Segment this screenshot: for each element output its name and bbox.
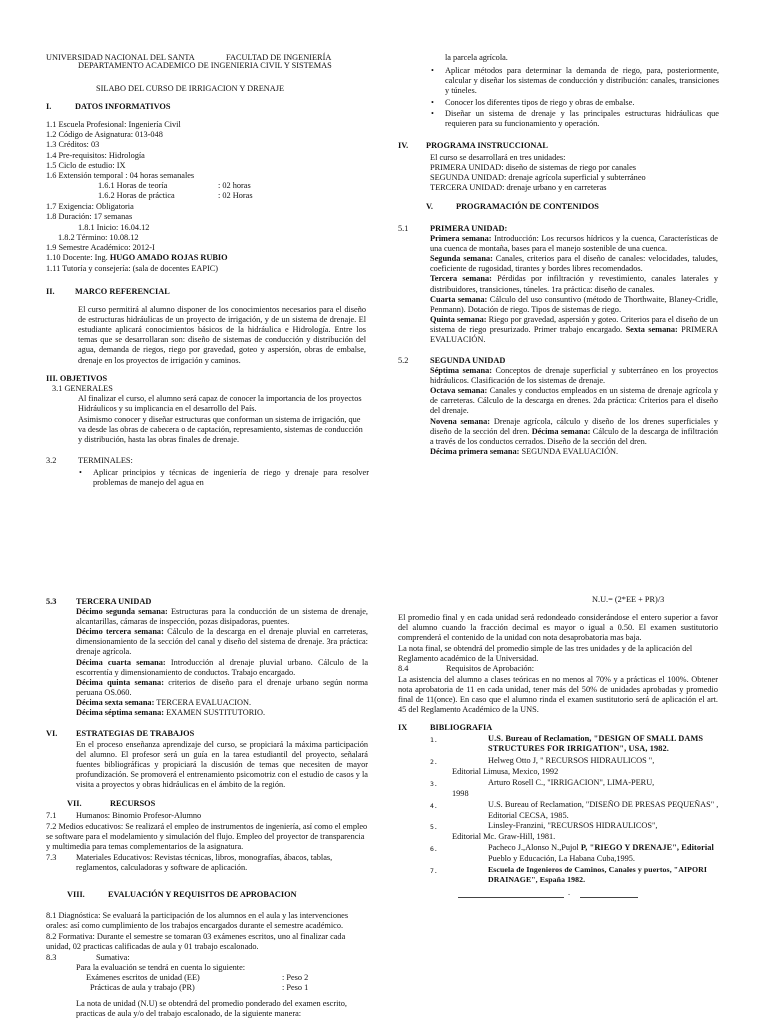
- section-2-number: II.: [46, 287, 55, 296]
- week-content: Pérdidas por infiltración y revestimiento, canales laterales y distribuidores, transiciones, túneles. 1ra práctica: diseño de canales.: [430, 274, 718, 294]
- section-6-number: VI.: [46, 729, 58, 738]
- evaluation-paragraph: La nota final, se obtendrá del promedio simple de las tres unidades y de la aplicación del Reglamento académico de la Universidad.: [398, 644, 693, 664]
- week-label: Tercera semana:: [430, 274, 492, 284]
- section-3-sub: 3.1 GENERALES: [52, 384, 113, 393]
- week-entry: [430, 295, 718, 315]
- program-line: SEGUNDA UNIDAD: drenaje agrícola superficial y subterráneo: [430, 173, 646, 182]
- program-line: El curso se desarrollará en tres unidades:: [430, 153, 566, 162]
- terminal-bullet: • Aplicar principios y técnicas de ingeniería de riego y drenaje para resolver problemas de manejo del agua en: [93, 468, 369, 488]
- weight-label: Exámenes escritos de unidad (EE): [86, 973, 200, 982]
- week-content: Drenaje agrícola, cálculo y diseño de los drenes superficiales y diseño de la sección del dren.: [430, 416, 719, 436]
- info-value: : 02 horas: [218, 181, 251, 190]
- info-line: 1.6.2 Horas de práctica: [98, 191, 175, 200]
- week-label: Décima quinta semana:: [76, 677, 164, 687]
- week-entry: [430, 254, 718, 274]
- bib-number: 4.: [430, 802, 438, 810]
- week-entry: [430, 447, 718, 457]
- week-label: Novena semana:: [430, 416, 491, 426]
- week-label: Cuarta semana:: [430, 294, 488, 304]
- signature-separator: .: [568, 888, 571, 897]
- week-content: EXAMEN SUSTITUTORIO.: [164, 708, 266, 718]
- requirements-number: 8.4: [398, 664, 409, 673]
- week-entry: [430, 386, 718, 416]
- evaluation-paragraph: El promedio final y en cada unidad será redondeado considerándose el entero superior a favor del alumno cuando la fracción decimal es mayor o igual a 0.50. El examen sustitutorio comprenderá el contenido de la unidad con nota desaprobatoria mas baja.: [398, 613, 718, 643]
- week-content: Introducción al drenaje pluvial urbano. Cálculo de la escorrentía y dimensionamiento de conductos. Trabajo encargado.: [76, 657, 368, 677]
- week-entry: [430, 234, 718, 254]
- terminal-bullet: • Diseñar un sistema de drenaje y las principales estructuras hidráulicas que requieren para su funcionamiento y operación.: [445, 109, 719, 129]
- week-label: Séptima semana:: [430, 366, 492, 375]
- info-line: 1.5 Ciclo de estudio: IX: [46, 161, 126, 170]
- requirements-text: La asistencia del alumno a clases teóricas en no menos al 70% y a prácticas el 100%. Obtener nota aprobatoria de 11 en cada unidad, tener más del 50% de unidades aprobadas y promedio final de 11(once). En caso que el alumno rinda el examen sustitutorio será de aplicación el art. 45 del Reglamento Académico de la UNS.: [398, 675, 718, 715]
- program-line: PRIMERA UNIDAD: diseño de sistemas de riego por canales: [430, 163, 637, 172]
- department-name: DEPARTAMENTO ACADEMICO DE INGENIERIA CIVIL Y SISTEMAS: [78, 61, 332, 70]
- evaluation-line: 8.2 Formativa: Durante el semestre se tomaran 03 exámenes escritos, uno al finalizar cada unidad, 02 practicas calificadas de aula y 01 trabajo escalonado.: [46, 932, 346, 952]
- terminal-bullet-continued: la parcela agrícola.: [445, 53, 508, 62]
- week-entry: [76, 698, 368, 708]
- bib-number: 3.: [430, 780, 438, 788]
- bib-authors: Pacheco J.,Alonso N.,Pujol: [488, 843, 581, 852]
- week-entry: [76, 658, 368, 678]
- week-entry: [430, 366, 718, 386]
- terminal-bullet: • Conocer los diferentes tipos de riego y obras de embalse.: [445, 98, 719, 108]
- bib-entry: Escuela de Ingenieros de Caminos, Canales y puertos, "AIPORI DRAINAGE", España 1982.: [488, 865, 707, 884]
- section-7-number: VII.: [67, 799, 82, 808]
- info-line: [46, 253, 228, 263]
- evaluation-line: Sumativa:: [96, 953, 130, 962]
- weight-value: : Peso 2: [282, 973, 309, 982]
- evaluation-line: Para la evaluación se tendrá en cuenta lo siguiente:: [76, 963, 246, 972]
- bib-entry-continued: Editorial CECSA, 1985.: [488, 811, 569, 820]
- bib-number: 2.: [430, 758, 438, 766]
- week-content: Estructuras para la conducción de un sistema de drenaje, alcantarillas, cámaras de inspección, pozas disipadoras, puentes.: [76, 607, 368, 627]
- bib-number: 5.: [430, 823, 438, 831]
- unit-3-weeks: [76, 607, 368, 718]
- resource-number: 7.1: [46, 811, 57, 820]
- week-content: Cálculo de la descarga de infiltración a través de los conductos cerrados. Diseño de la sección del dren.: [430, 426, 718, 446]
- evaluation-line: La nota de unidad (N.U) se obtendrá del promedio ponderado del examen escrito, practicas de aula y/o del trabajo escalonado, de la siguiente manera:: [76, 999, 347, 1019]
- section-3-2-title: TERMINALES:: [78, 456, 133, 465]
- week-label: Décima sexta semana:: [76, 697, 155, 707]
- objective-paragraph: Al finalizar el curso, el alumno será capaz de conocer la importancia de los proyectos Hidráulicos y su implicancia en el desarrollo del País.: [78, 394, 362, 414]
- info-line: 1.8.1 Inicio: 16.04.12: [78, 223, 150, 232]
- section-5-number: V.: [426, 202, 433, 211]
- info-line: 1.8.2 Término: 10.08.12: [58, 233, 139, 242]
- week-content: TERCERA EVALUACION.: [154, 697, 252, 707]
- section-6-text: En el proceso enseñanza aprendizaje del curso, se propiciará la máxima participación del alumno. El profesor será un guía en la tarea estudiantil del proyecto, señalará fuentes bibliográficas y propiciará la discusión de temas que necesiten de mayor profundización. Se promoverá el entrenamiento psicomotriz con el estudio de casos y la visita a proyectos y obras hidráulicas en el ámbito de la región.: [76, 740, 368, 790]
- faculty-name: FACULTAD DE INGENIERÍA: [226, 53, 332, 62]
- info-line: 1.6 Extensión temporal : 04 horas semanales: [46, 171, 195, 180]
- week-entry: [430, 315, 718, 345]
- week-label: Octava semana:: [430, 386, 488, 396]
- bib-entry-continued: 1998: [452, 789, 469, 798]
- evaluation-number: 8.3: [46, 953, 57, 962]
- week-content: PRIMERA EVALUACIÓN.: [430, 324, 718, 345]
- unit-2-title: SEGUNDA UNIDAD: [430, 356, 506, 365]
- program-line: TERCERA UNIDAD: drenaje urbano y en carreteras: [430, 183, 607, 192]
- week-content: Canales, criterios para el diseño de canales: velocidades, taludes, coeficiente de rugosidad, tirantes y bordes libres recomendados.: [430, 254, 718, 274]
- unit-1-title: PRIMERA UNIDAD:: [430, 224, 508, 233]
- signature-line: [458, 897, 564, 898]
- teacher-name: HUGO AMADO ROJAS RUBIO: [109, 253, 228, 262]
- info-line: 1.8 Duración: 17 semanas: [46, 212, 133, 221]
- resource-line: Humanos: Binomio Profesor-Alumno: [76, 811, 202, 820]
- week-content: Riego por gravedad, aspersión y goteo. Criterios para el diseño de un sistema de riego presurizado. Primer trabajo encargado.: [430, 314, 718, 334]
- syllabus-title: SILABO DEL CURSO DE IRRIGACION Y DRENAJE: [96, 84, 285, 93]
- week-content: SEGUNDA EVALUACIÓN.: [519, 446, 619, 456]
- evaluation-line: 8.1 Diagnóstica: Se evaluará la participación de los alumnos en el aula y las intervenciones orales: así como cumplimiento de los trabajos encargados durante el semestre académico.: [46, 911, 349, 931]
- grade-formula: N.U.= (2*EE + PR)/3: [592, 595, 665, 604]
- requirements-title: Requisitos de Aprobación:: [446, 664, 535, 673]
- bib-entry: Arturo Rosell C., "IRRIGACION", LIMA-PERU,: [488, 778, 655, 787]
- bib-number: 7.: [430, 867, 438, 875]
- info-line: 1.6.1 Horas de teoría: [98, 181, 168, 190]
- week-entry: [430, 274, 718, 294]
- signature-line: [580, 897, 638, 898]
- week-label: Quinta semana:: [430, 314, 487, 324]
- section-1-title: DATOS INFORMATIVOS: [75, 102, 171, 111]
- bib-entry-continued: Editorial Mc. Graw-Hill, 1981.: [452, 832, 556, 841]
- week-entry: [76, 678, 368, 698]
- bib-entry: [488, 843, 714, 853]
- info-line: 1.4 Pre-requisitos: Hidrología: [46, 151, 145, 160]
- section-1-number: I.: [46, 102, 52, 111]
- resource-line: 7.2 Medios educativos: Se realizará el empleo de instrumentos de ingeniería, así como el empleo se software para el modelamiento y simulación del flujo. Empleo del proyector de transparencia y multimedia para temas complementarios de la asignatura.: [46, 822, 368, 852]
- section-6-title: ESTRATEGIAS DE TRABAJOS: [76, 729, 195, 738]
- week-content: Conceptos de drenaje superficial y subterráneo en los proyectos hidráulicos. Clasificación de los sistemas de drenaje.: [430, 366, 718, 386]
- section-4-title: PROGRAMA INSTRUCCIONAL: [426, 141, 548, 150]
- week-label: Sexta semana:: [625, 324, 678, 334]
- unit-1-number: 5.1: [398, 224, 409, 233]
- info-line: 1.3 Créditos: 03: [46, 140, 100, 149]
- section-9-number: IX: [398, 723, 408, 732]
- week-label: Segunda semana:: [430, 254, 493, 264]
- week-label: Décima séptima semana:: [76, 708, 165, 718]
- info-line: 1.1 Escuela Profesional: Ingeniería Civil: [46, 120, 181, 129]
- week-label: Décima primera semana:: [430, 446, 520, 456]
- weight-label: Prácticas de aula y trabajo (PR): [90, 983, 195, 992]
- week-entry: [76, 627, 368, 657]
- week-content: Cálculo del uso consuntivo (método de Thorthwaite, Blaney-Cridle, Penmann). Dotación de riego. Tipos de sistemas de riego.: [430, 294, 718, 314]
- bib-entry: U.S. Bureau of Reclamation, "DESIGN OF SMALL DAMS STRUCTURES FOR IRRIGATION", USA, 1982.: [488, 734, 704, 754]
- week-content: Cálculo de la descarga en el drenaje pluvial en carreteras, dimensionamiento de la sección del canal y diseño del sistema de drenaje. 3ra práctica: drenaje agrícola.: [76, 627, 368, 657]
- section-3-2-number: 3.2: [46, 456, 57, 465]
- bib-entry-continued: Pueblo y Educación, La Habana Cuba,1995.: [488, 854, 635, 863]
- resource-line: Materiales Educativos: Revistas técnicas, libros, monografías, ábacos, tablas, reglamentos, calculadoras y software de aplicación.: [76, 853, 333, 873]
- week-entry: [76, 607, 368, 627]
- section-8-title: EVALUACIÓN Y REQUISITOS DE APROBACION: [108, 890, 297, 899]
- week-label: Décimo tercera semana:: [76, 627, 164, 637]
- bib-entry: U.S. Bureau of Reclamation, "DISEÑO DE PRESAS PEQUEÑAS" ,: [488, 800, 719, 809]
- week-label: Primera semana:: [430, 234, 492, 243]
- info-line: 1.7 Exigencia: Obligatoria: [46, 202, 134, 211]
- info-line: 1.9 Semestre Académico: 2012-I: [46, 243, 155, 252]
- unit-1-weeks: [430, 234, 718, 345]
- bib-number: 1.: [430, 736, 438, 744]
- section-9-title: BIBLIOGRAFIA: [430, 723, 493, 732]
- resource-number: 7.3: [46, 853, 57, 862]
- university-name: UNIVERSIDAD NACIONAL DEL SANTA: [46, 53, 195, 62]
- week-label: Décima cuarta semana:: [76, 657, 166, 667]
- bib-entry: Helweg Otto J, " RECURSOS HIDRAULICOS ",: [488, 756, 655, 765]
- objective-paragraph: Asimismo conocer y diseñar estructuras que conforman un sistema de irrigación, que va desde las obras de cabecera o de captación, represamiento, sistemas de conducción y distribución, hasta las obras finales de drenaje.: [78, 415, 363, 445]
- bib-entry: Linsley-Franzini, "RECURSOS HIDRAULICOS",: [488, 821, 658, 830]
- unit-3-title: TERCERA UNIDAD: [76, 597, 152, 606]
- info-line: 1.2 Código de Asignatura: 013-048: [46, 130, 163, 139]
- week-content: criterios de diseño para el drenaje urbano según norma peruana OS.060.: [76, 677, 368, 697]
- unit-3-number: 5.3: [46, 597, 57, 606]
- bib-entry-continued: Editorial Limusa, Mexico, 1992: [452, 767, 559, 776]
- bib-title: P, "RIEGO Y DRENAJE", Editorial: [580, 843, 714, 852]
- weight-value: : Peso 1: [282, 983, 309, 992]
- week-entry: [430, 417, 718, 447]
- info-line: 1.11 Tutoría y consejería: (sala de docentes EAPIC): [46, 264, 219, 273]
- section-2-title: MARCO REFERENCIAL: [75, 287, 170, 296]
- week-entry: [76, 708, 368, 718]
- section-4-number: IV.: [398, 141, 409, 150]
- bib-number: 6.: [430, 845, 438, 853]
- unit-2-number: 5.2: [398, 356, 409, 365]
- week-label: Décima semana:: [531, 426, 591, 436]
- unit-2-weeks: [430, 366, 718, 457]
- section-2-text: El curso permitirá al alumno disponer de los conocimientos necesarios para el diseño de estructuras hidráulicas de un proyecto de irrigación, y de un sistema de drenaje. El estudiante aplicará conocimientos básicos de la hidráulica e Hidrología. Entre los temas que se desarrollaran son: diseño de sistemas de conducción y distribución del agua, demanda de riegos, riego por gravedad, goteo y aspersión, obras de embalse, drenaje en los proyectos de irrigación y caminos.: [78, 305, 366, 365]
- section-5-title: PROGRAMACIÓN DE CONTENIDOS: [456, 202, 599, 211]
- section-7-title: RECURSOS: [110, 799, 156, 808]
- week-content: Canales y conductos empleados en un sistema de drenaje agrícola y de carreteras. Cálculo de la descarga en drenes. 2da práctica: Criterios para el diseño del drenaje.: [430, 386, 718, 416]
- teacher-label: 1.10 Docente: Ing.: [46, 253, 110, 262]
- week-content: Introducción: Los recursos hídricos y la cuenca, Características de una cuenca de montaña, bases para el manejo sostenible de una cuenca.: [430, 234, 718, 254]
- week-label: Décimo segunda semana:: [76, 607, 168, 616]
- info-value: : 02 Horas: [218, 191, 253, 200]
- section-3-title: III. OBJETIVOS: [46, 374, 108, 383]
- section-8-number: VIII.: [67, 890, 85, 899]
- terminal-bullet: • Aplicar métodos para determinar la demanda de riego, para, posteriormente, calcular y diseñar los sistemas de conducción y distribución: canales, transiciones y túneles.: [445, 66, 719, 96]
